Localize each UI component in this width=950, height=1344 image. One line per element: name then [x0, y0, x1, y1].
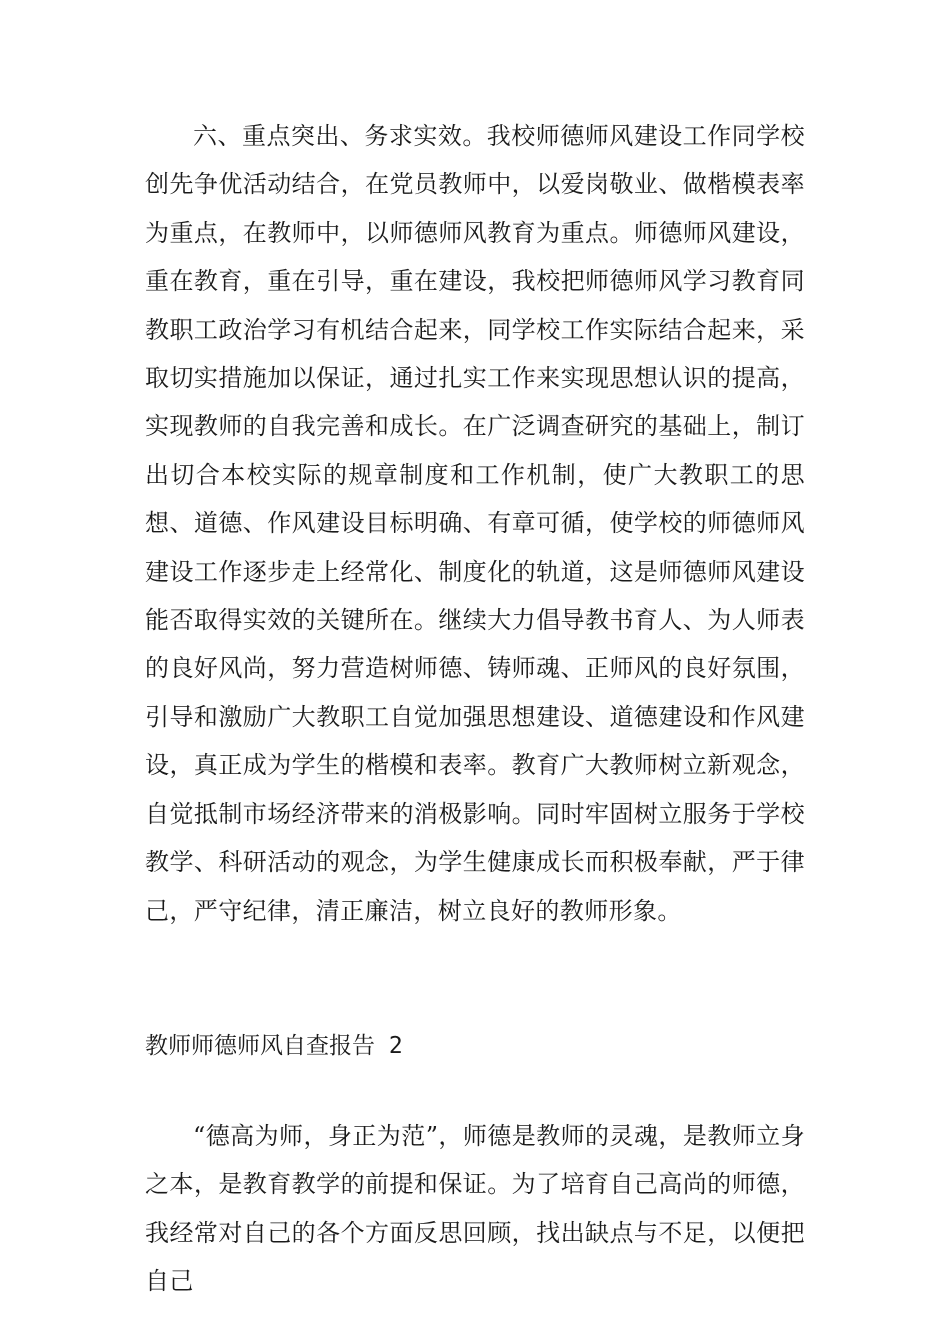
body-paragraph-2: “德高为师，身正为范”，师德是教师的灵魂，是教师立身之本，是教育教学的前提和保证。为了培育自己高尚的师德，我经常对自己的各个方面反思回顾，找出缺点与不足，以便把自己	[145, 1122, 805, 1296]
section-heading: 教师师德师风自查报告 2	[145, 1033, 403, 1059]
body-paragraph-1: 六、重点突出、务求实效。我校师德师风建设工作同学校创先争优活动结合，在党员教师中，以爱岗敬业、做楷模表率为重点，在教师中，以师德师风教育为重点。师德师风建设，重在教育，重在引导，重在建设，我校把师德师风学习教育同教职工政治学习有机结合起来，同学校工作实际结合起来，采取切实措施加以保证，通过扎实工作来实现思想认识的提高，实现教师的自我完善和成长。在广泛调查研究的基础上，制订出切合本校实际的规章制度和工作机制，使广大教职工的思想、道德、作风建设目标明确、有章可循，使学校的师德师风建设工作逐步走上经常化、制度化的轨道，这是师德师风建设能否取得实效的关键所在。继续大力倡导教书育人、为人师表的良好风尚，努力营造树师德、铸师魂、正师风的良好氛围，引导和激励广大教职工自觉加强思想建设、道德建设和作风建设，真正成为学生的楷模和表率。教育广大教师树立新观念，自觉抵制市场经济带来的消极影响。同时牢固树立服务于学校教学、科研活动的观念，为学生健康成长而积极奉献，严于律己，严守纪律，清正廉洁，树立良好的教师形象。	[145, 122, 805, 925]
